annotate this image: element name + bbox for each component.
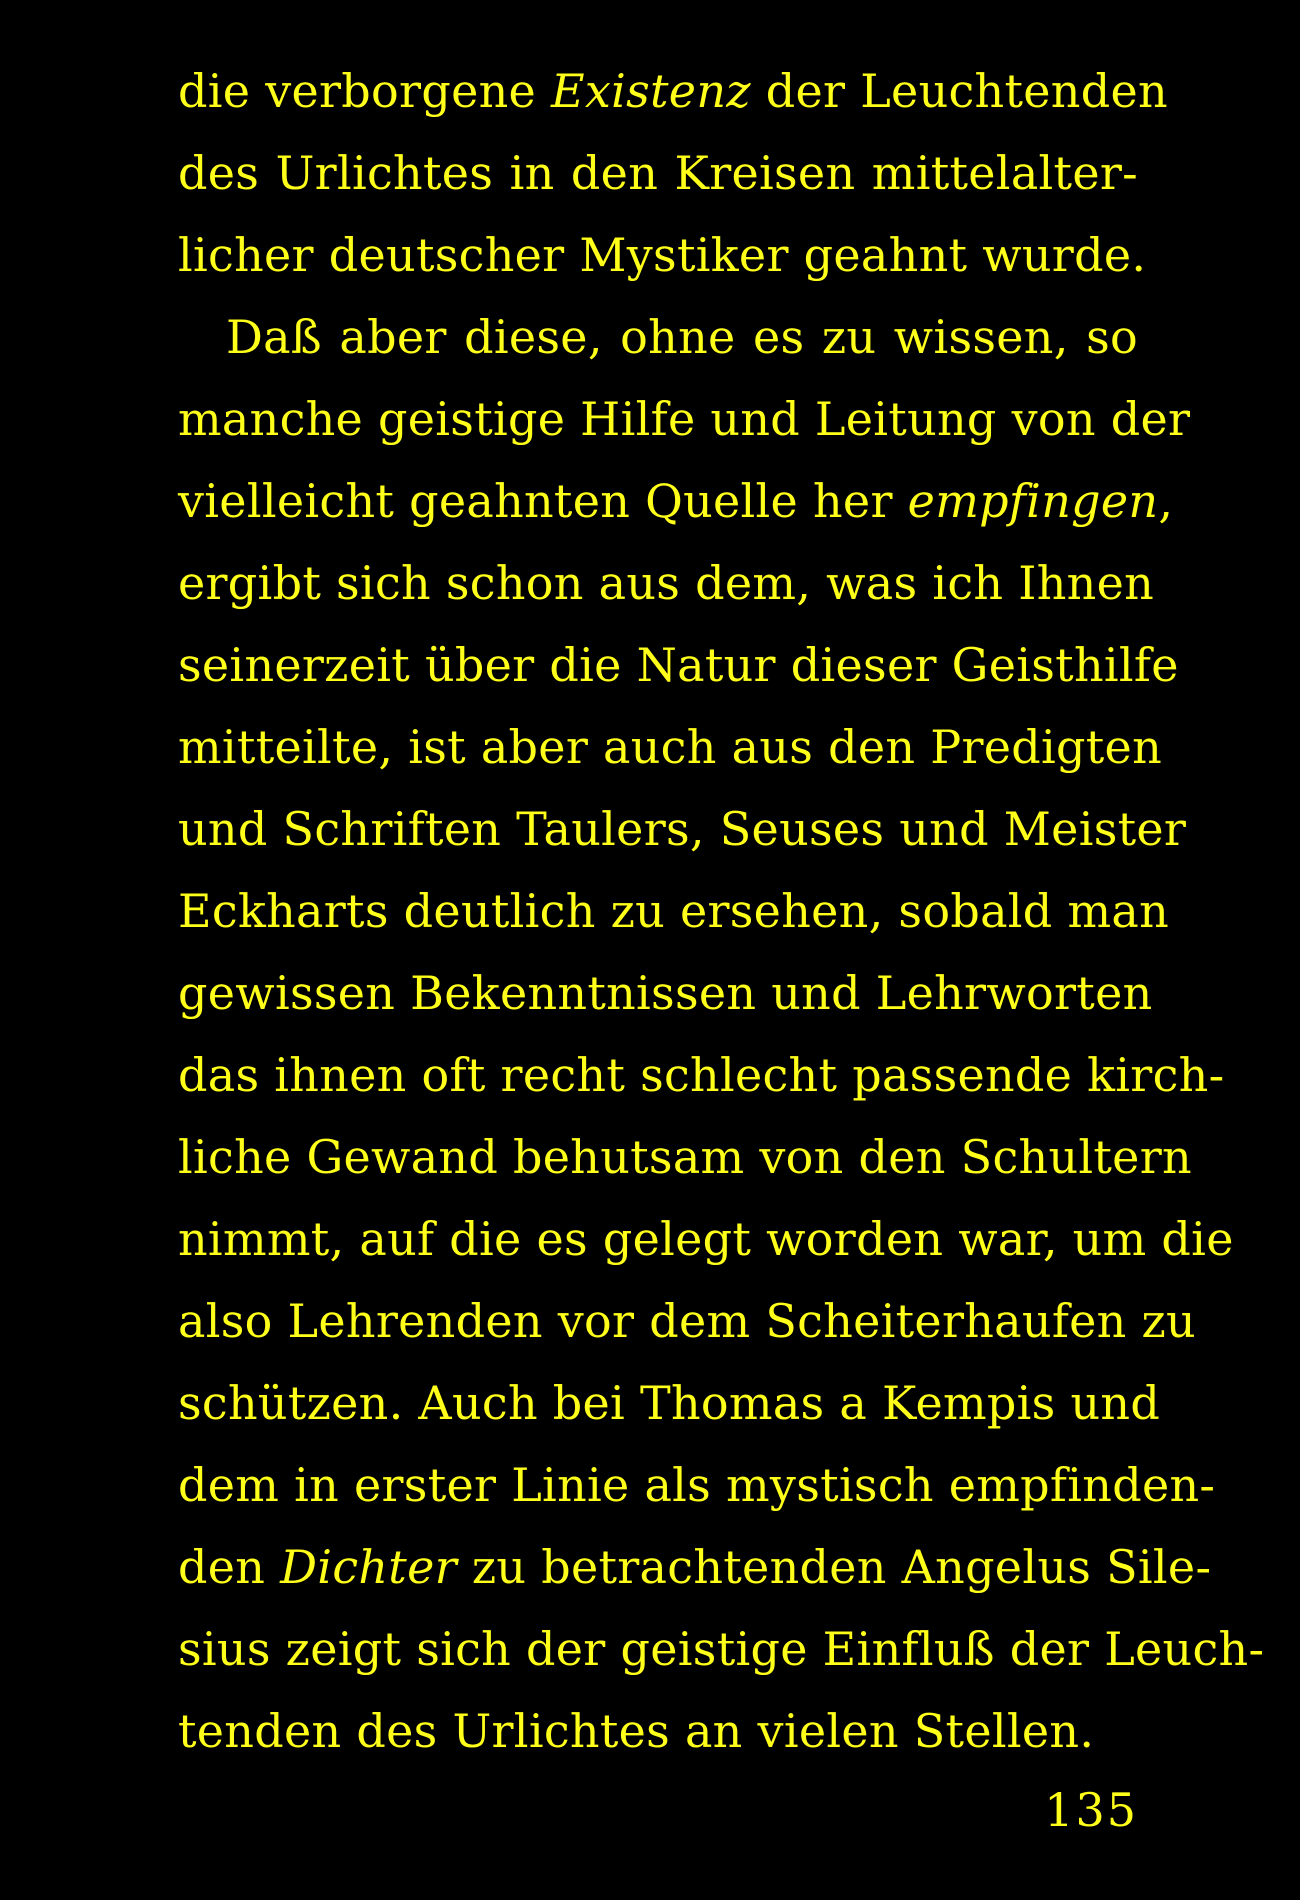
text-run: manche geistige Hilfe und Leitung von der (178, 392, 1191, 446)
text-run: , (1158, 474, 1174, 528)
text-line-12 (178, 952, 1153, 1034)
text-run: Eckharts deutlich zu ersehen, sobald man (178, 884, 1170, 938)
text-line-1 (178, 50, 1168, 132)
text-line-10 (178, 788, 1187, 870)
text-run: also Lehrenden vor dem Scheiterhaufen zu (178, 1294, 1196, 1348)
text-line-5 (178, 378, 1191, 460)
text-run: und Schriften Taulers, Seuses und Meister (178, 802, 1187, 856)
text-run: nimmt, auf die es gelegt worden war, um die (178, 1212, 1234, 1266)
text-line-4 (178, 296, 1138, 378)
text-run: tenden des Urlichtes an vielen Stellen. (178, 1704, 1095, 1758)
body-text (178, 50, 1265, 1772)
text-run: die verborgene (178, 64, 551, 118)
text-line-3 (178, 214, 1147, 296)
italic-word: empfingen (907, 474, 1159, 528)
text-line-18 (178, 1444, 1216, 1526)
text-run: der Leuchtenden (750, 64, 1168, 118)
text-line-7 (178, 542, 1155, 624)
text-line-20 (178, 1608, 1265, 1690)
text-line-21 (178, 1690, 1138, 1772)
text-run: seinerzeit über die Natur dieser Geisthilfe (178, 638, 1179, 692)
text-run: mitteilte, ist aber auch aus den Predigten (178, 720, 1162, 774)
text-run: den (178, 1540, 281, 1594)
text-line-8 (178, 624, 1179, 706)
text-run: das ihnen oft recht schlecht passende kirch- (178, 1048, 1225, 1102)
text-line-9 (178, 706, 1162, 788)
text-run: schützen. Auch bei Thomas a Kempis und (178, 1376, 1161, 1430)
text-line-19 (178, 1526, 1212, 1608)
italic-word: Existenz (550, 64, 751, 118)
page-number: 135 (1044, 1783, 1138, 1837)
text-run: gewissen Bekenntnissen und Lehrworten (178, 966, 1153, 1020)
italic-word: Dichter (280, 1540, 457, 1594)
text-line-14 (178, 1116, 1192, 1198)
text-run: ergibt sich schon aus dem, was ich Ihnen (178, 556, 1155, 610)
text-run: sius zeigt sich der geistige Einfluß der Leuch- (178, 1622, 1265, 1676)
text-run: vielleicht geahnten Quelle her (178, 474, 908, 528)
text-line-15 (178, 1198, 1234, 1280)
text-run: liche Gewand behutsam von den Schultern (178, 1130, 1192, 1184)
text-line-17 (178, 1362, 1161, 1444)
text-run: Daß aber diese, ohne es zu wissen, so (226, 310, 1138, 364)
text-run: dem in erster Linie als mystisch empfinden- (178, 1458, 1216, 1512)
text-line-11 (178, 870, 1170, 952)
text-line-16 (178, 1280, 1196, 1362)
text-line-2 (178, 132, 1138, 214)
text-run: licher deutscher Mystiker geahnt wurde. (178, 228, 1147, 282)
text-run: zu betrachtenden Angelus Sile- (456, 1540, 1212, 1594)
text-line-6 (178, 460, 1174, 542)
text-run: des Urlichtes in den Kreisen mittelalter- (178, 146, 1138, 200)
text-line-13 (178, 1034, 1225, 1116)
